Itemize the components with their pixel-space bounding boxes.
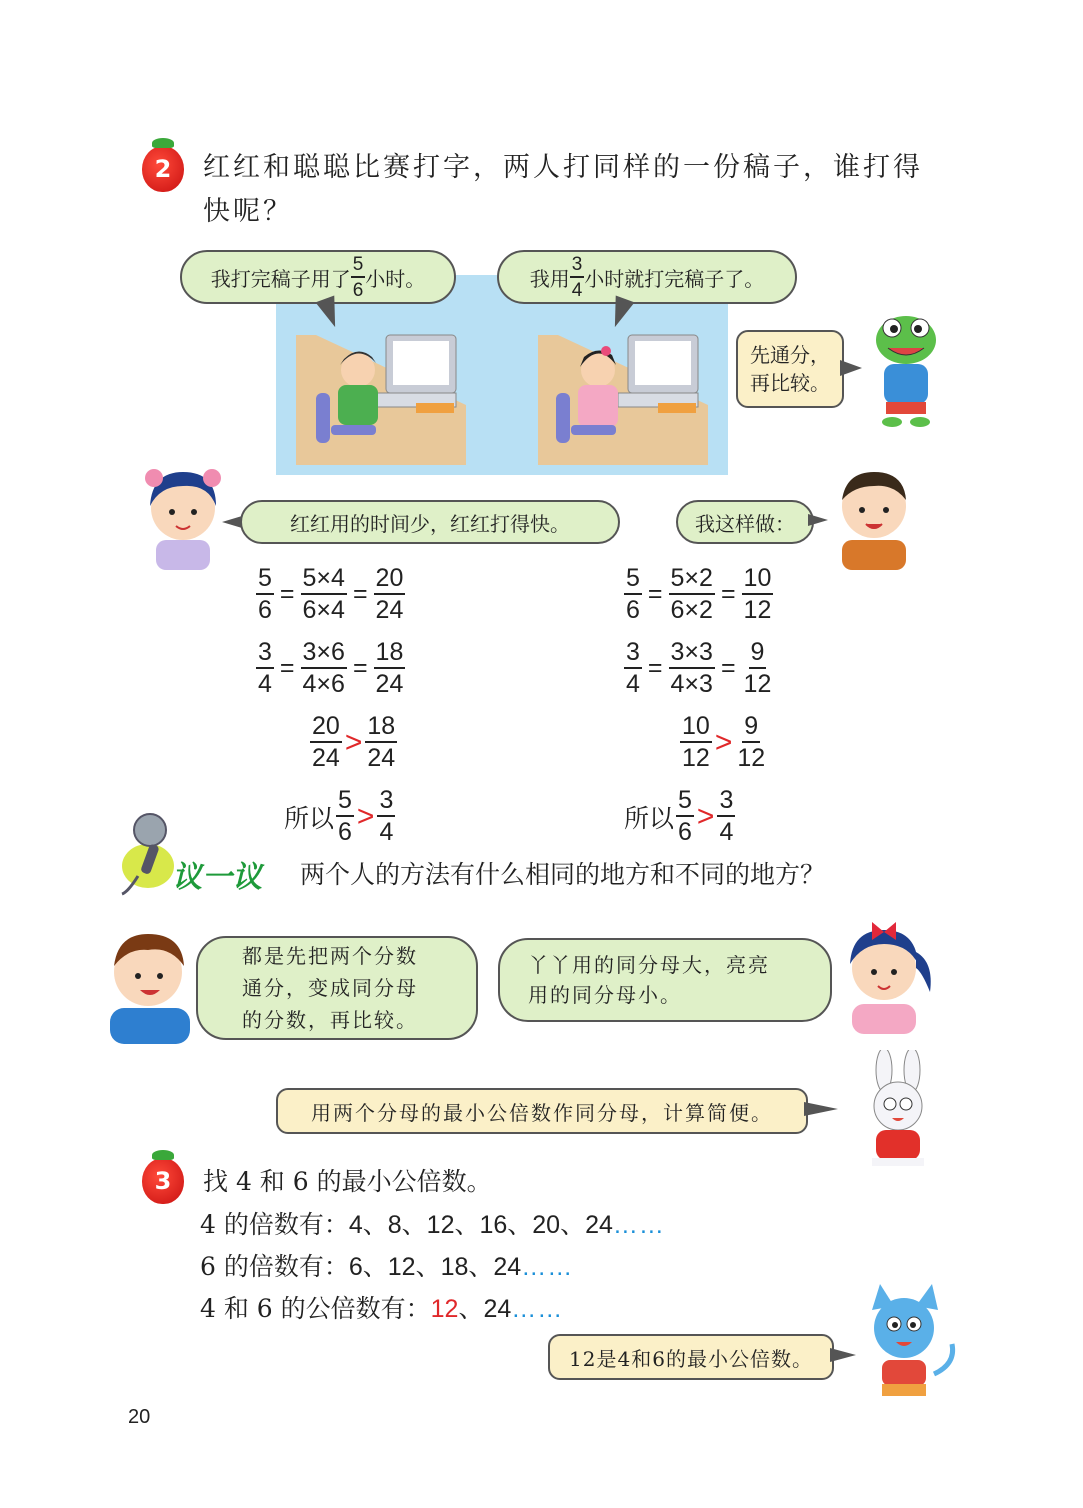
discuss-left-line-1: 都是先把两个分数	[242, 944, 418, 968]
bubble-cong-text-after: 小时就打完稿子了。	[584, 266, 765, 291]
rabbit-character-icon	[852, 1050, 942, 1170]
right-method-row-1: $\frac{5}{6}$ = $\frac{5\times 2}{6\times 2}$ = $\frac{10}{12}$	[626, 564, 772, 624]
page-number: 20	[128, 1406, 151, 1428]
discuss-right-line-2: 用的同分母小。	[528, 983, 682, 1007]
boy-liangliang-character-icon	[100, 924, 200, 1044]
left-method-conclusion: 所以 $\frac{5}{6}$ > $\frac{3}{4}$	[284, 786, 394, 846]
discuss-left-line-3: 的分数，再比较。	[242, 1008, 418, 1032]
speech-bubble-discuss-right	[498, 938, 832, 1022]
speech-bubble-hong	[180, 250, 456, 304]
girl-hong-character-icon	[138, 462, 228, 572]
question-3-title: 找 4 和 6 的最小公倍数。	[203, 1167, 492, 1196]
speech-bubble-frog	[736, 330, 844, 408]
question-2-line-2: 快呢？	[203, 196, 293, 227]
boy-bubble-text: 我这样做：	[695, 511, 795, 536]
frog-bubble-line-1: 先通分，	[750, 343, 830, 367]
question-2-line-1: 红红和聪聪比赛打字，两人打同样的一份稿子，谁打得	[203, 152, 923, 183]
discuss-left-line-2: 通分，变成同分母	[242, 976, 418, 1000]
girl-yaya-character-icon	[836, 912, 936, 1036]
discuss-right-line-1: 丫丫用的同分母大，亮亮	[528, 953, 770, 977]
speech-bubble-cong	[497, 250, 797, 304]
multiples-of-4-line: 4 的倍数有：4、8、12、16、20、24……	[200, 1210, 665, 1239]
frog-character-icon	[866, 310, 946, 430]
cat-character-icon	[852, 1280, 962, 1400]
left-method-row-2: $\frac{3}{4}$ = $\frac{3\times 6}{4\times 6}$ = $\frac{18}{24}$	[258, 638, 404, 698]
boy-cong-character-icon	[824, 460, 924, 572]
common-multiples-line: 4 和 6 的公倍数有：12、24……	[200, 1294, 564, 1323]
right-method-compare: $\frac{10}{12}$ > $\frac{9}{12}$	[682, 712, 766, 772]
left-method-compare: $\frac{20}{24}$ > $\frac{18}{24}$	[312, 712, 396, 772]
girl-bubble-text: 红红用的时间少，红红打得快。	[290, 511, 570, 536]
left-method-row-1: $\frac{5}{6}$ = $\frac{5\times 4}{6\times 4}$ = $\frac{20}{24}$	[258, 564, 404, 624]
discuss-question: 两个人的方法有什么相同的地方和不同的地方？	[300, 860, 826, 889]
cat-bubble-text: 12是4和6的最小公倍数。	[569, 1346, 813, 1371]
frog-bubble-line-2: 再比较。	[750, 371, 830, 395]
typing-scene-illustration	[276, 275, 728, 475]
right-method-conclusion: 所以 $\frac{5}{6}$ > $\frac{3}{4}$	[624, 786, 734, 846]
bubble-hong-text-after: 小时。	[365, 266, 426, 291]
strawberry-number-badge: 2	[142, 146, 184, 192]
fraction-three-quarters: $\frac{3}{4}$	[571, 253, 583, 301]
speech-bubble-boy	[676, 500, 814, 544]
bubble-cong-text-before: 我用	[529, 266, 570, 291]
speech-bubble-rabbit	[276, 1088, 808, 1134]
multiples-of-6-line: 6 的倍数有：6、12、18、24……	[200, 1252, 574, 1281]
question-2-text	[203, 146, 963, 234]
right-method-row-2: $\frac{3}{4}$ = $\frac{3\times 3}{4\times 3}$ = $\frac{9}{12}$	[626, 638, 772, 698]
discuss-title: 议一议	[172, 860, 262, 895]
rabbit-bubble-text: 用两个分母的最小公倍数作同分母，计算简便。	[311, 1100, 773, 1125]
speech-bubble-discuss-left	[196, 936, 478, 1040]
fraction-five-sixths: $\frac{5}{6}$	[352, 253, 364, 301]
bubble-hong-text-before: 我打完稿子用了	[210, 266, 351, 291]
speech-bubble-girl	[240, 500, 620, 544]
speech-bubble-cat	[548, 1334, 834, 1380]
computer-scene-art	[276, 275, 728, 475]
strawberry-number-badge-3: 3	[142, 1158, 184, 1204]
